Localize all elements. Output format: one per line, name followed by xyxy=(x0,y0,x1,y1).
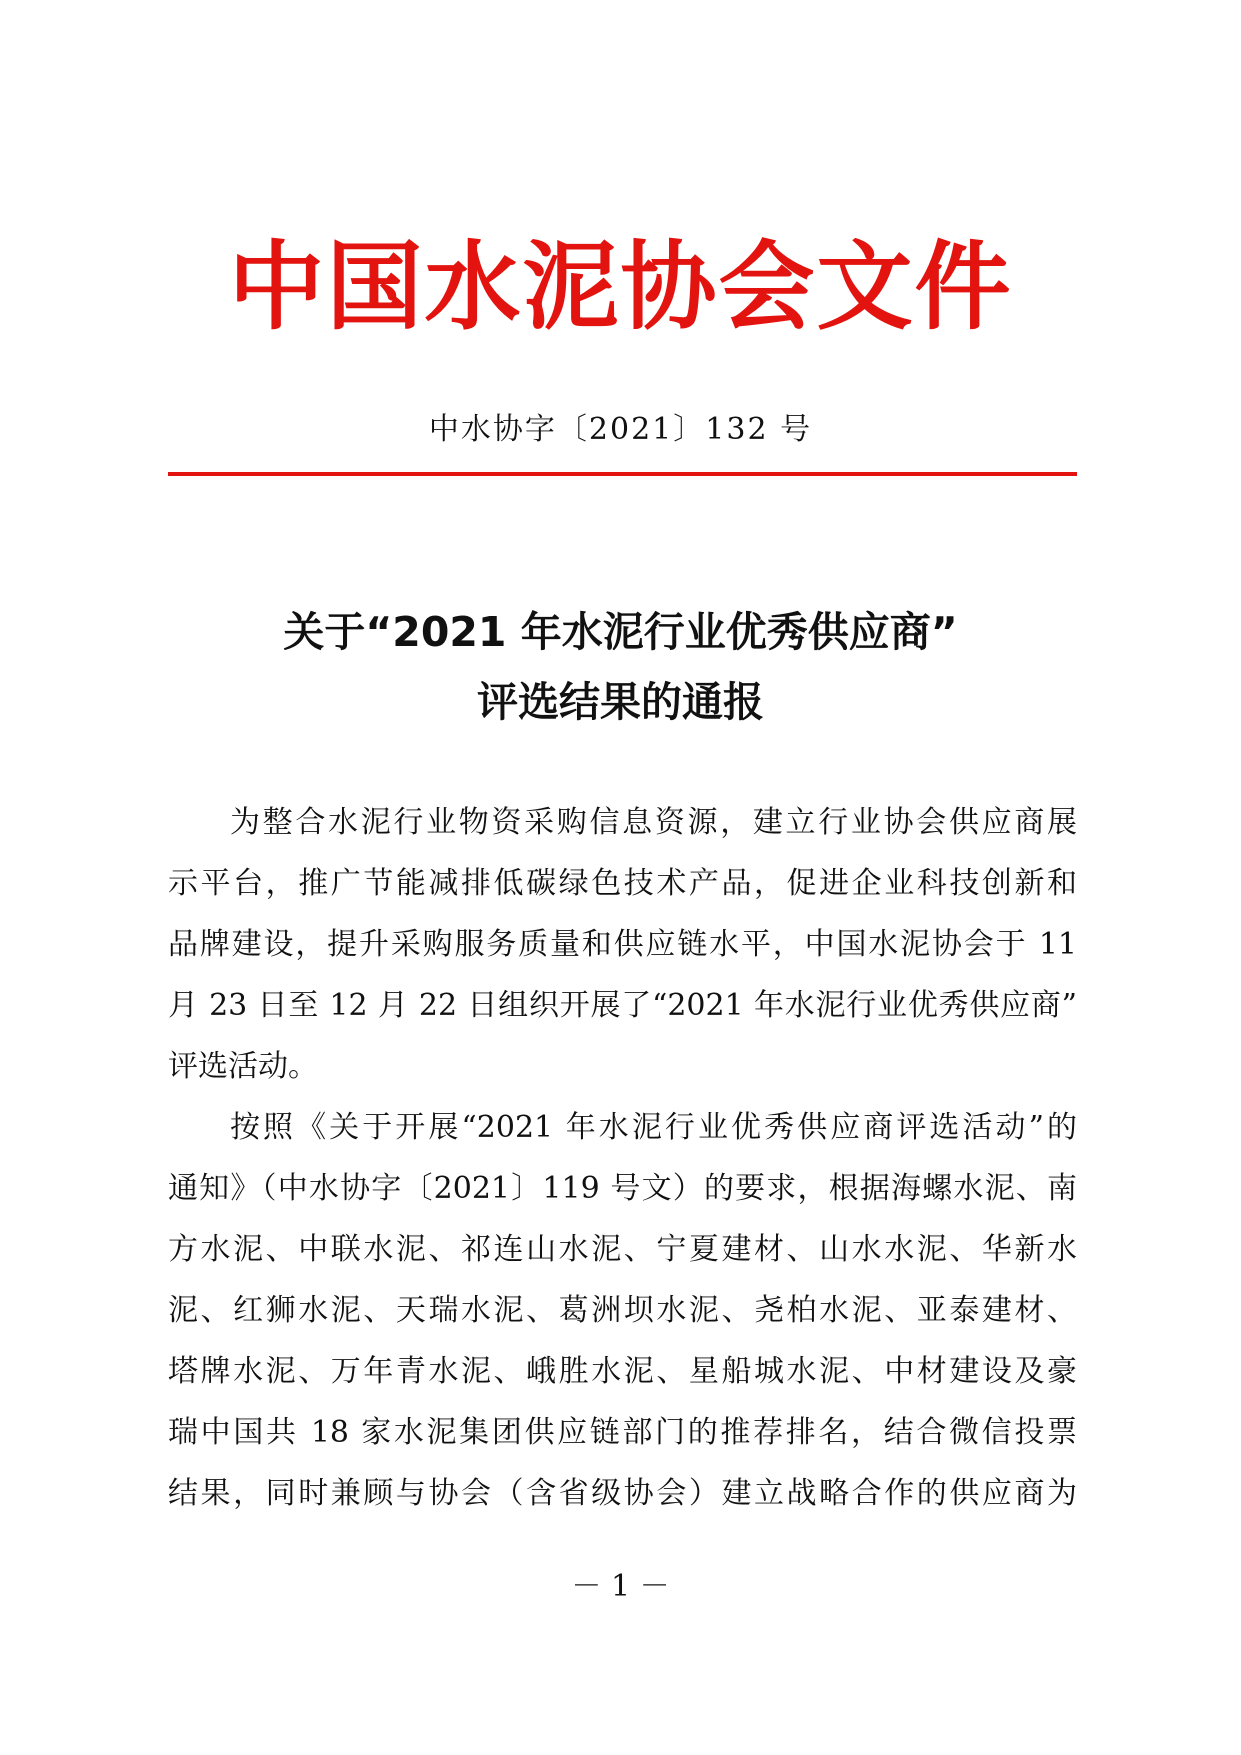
title-line-2: 评选结果的通报 xyxy=(477,678,764,726)
body-line: 按照《关于开展“2021 年水泥行业优秀供应商评选活动”的 xyxy=(230,1110,1077,1145)
body-line: 示平台，推广节能减排低碳绿色技术产品，促进企业科技创新和 xyxy=(168,866,1077,901)
body-line: 评选活动。 xyxy=(168,1049,318,1084)
document-title xyxy=(0,597,1241,737)
body-line: 瑞中国共 18 家水泥集团供应链部门的推荐排名，结合微信投票 xyxy=(168,1415,1077,1450)
document-number: 中水协字〔2021〕132 号 xyxy=(428,412,813,447)
title-line-1: 关于“2021 年水泥行业优秀供应商” xyxy=(283,608,958,656)
body-line: 通知》（中水协字〔2021〕119 号文）的要求，根据海螺水泥、南 xyxy=(168,1171,1077,1206)
body-line: 品牌建设，提升采购服务质量和供应链水平，中国水泥协会于 11 xyxy=(168,927,1077,962)
body-text xyxy=(168,792,1077,1524)
body-line: 月 23 日至 12 月 22 日组织开展了“2021 年水泥行业优秀供应商” xyxy=(168,988,1077,1023)
page-number: － 1 － xyxy=(571,1569,670,1604)
body-line: 为整合水泥行业物资采购信息资源，建立行业协会供应商展 xyxy=(230,805,1077,840)
red-divider-line xyxy=(168,472,1077,476)
body-line: 塔牌水泥、万年青水泥、峨胜水泥、星船城水泥、中材建设及豪 xyxy=(168,1354,1077,1389)
body-line: 结果，同时兼顾与协会（含省级协会）建立战略合作的供应商为 xyxy=(168,1476,1077,1511)
masthead-title: 中国水泥协会文件 xyxy=(228,231,1013,343)
body-line: 方水泥、中联水泥、祁连山水泥、宁夏建材、山水水泥、华新水 xyxy=(168,1232,1077,1267)
body-line: 泥、红狮水泥、天瑞水泥、葛洲坝水泥、尧柏水泥、亚泰建材、 xyxy=(168,1293,1077,1328)
